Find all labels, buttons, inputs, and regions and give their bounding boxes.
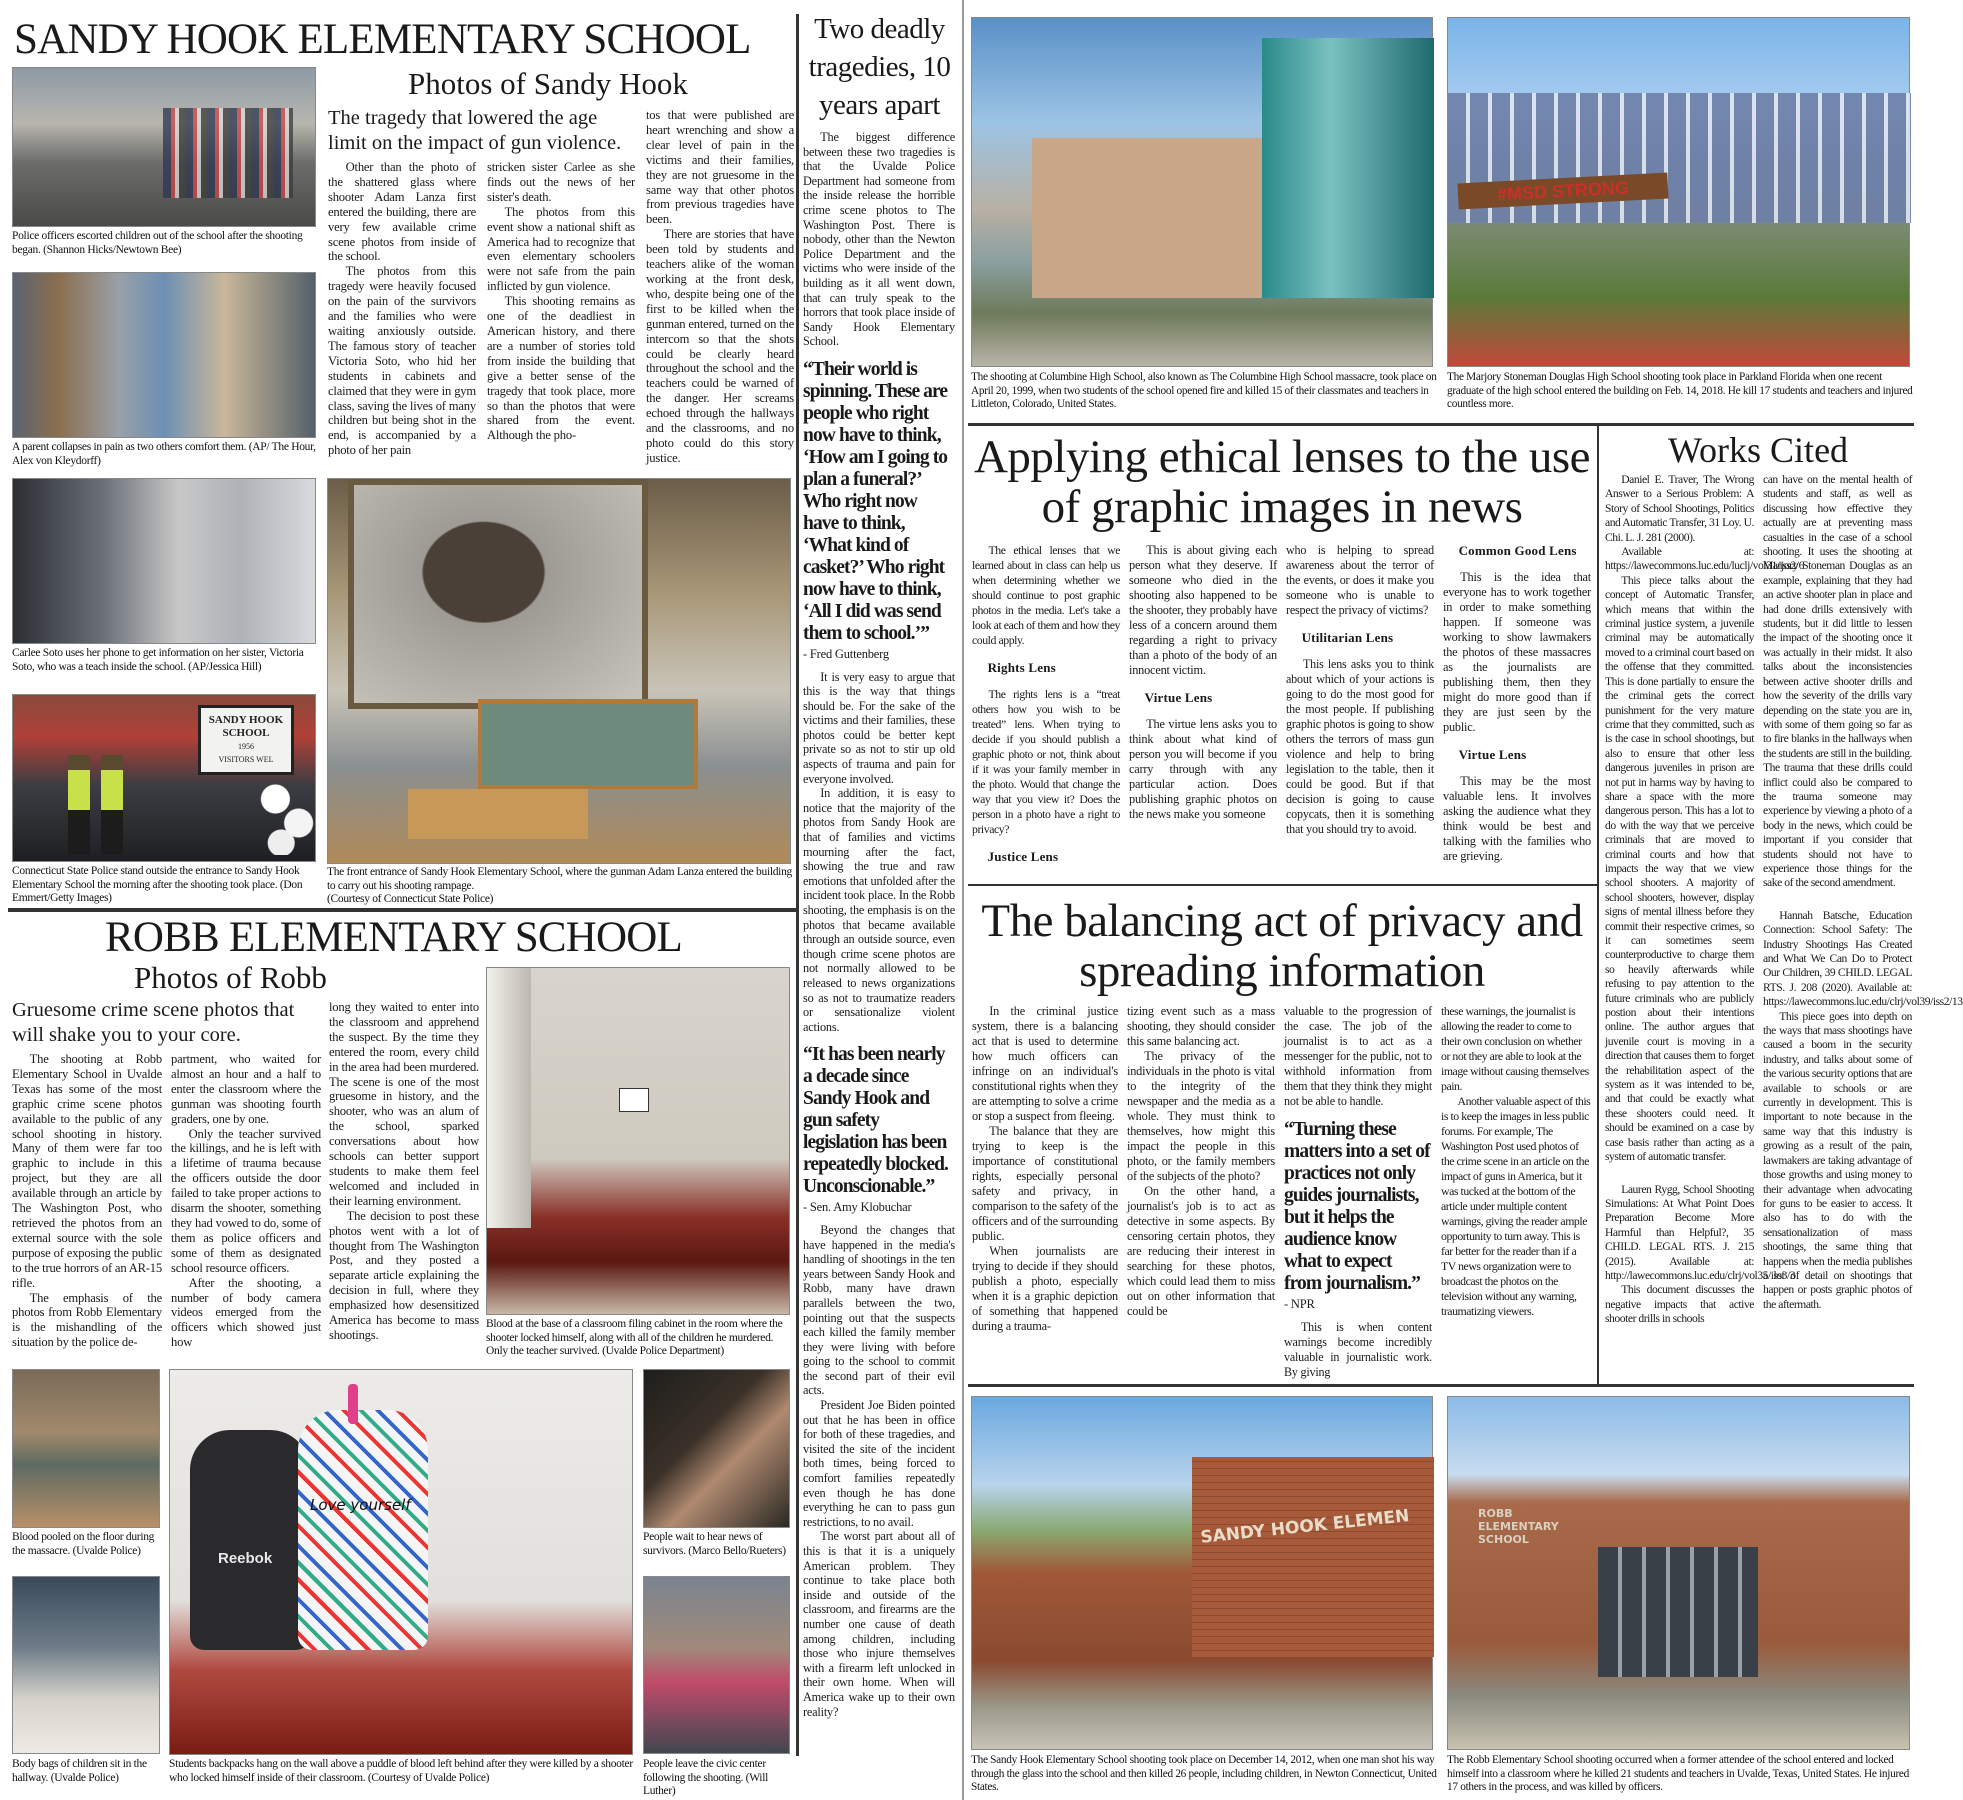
sign-line: SCHOOL bbox=[222, 727, 270, 739]
ethics-column-2 bbox=[1129, 543, 1277, 881]
section-heading: Utilitarian Lens bbox=[1301, 630, 1394, 645]
caption-robb-summary: The Robb Elementary School shooting occurred when a former attendee of the school entered and locked himself into a classroom where he killed 21 students and teachers in Uvalde, Texas, United States. He injured 17 others in the process, and was killed by officers. bbox=[1447, 1754, 1909, 1794]
paragraph: This lens asks you to think about which of your actions is going to do the most good for the most people. If publishing graphic photos is going to show others the terrors of mass gun violence and help to bring legislation to the table, then it could be good. But if that decision is going to cause copycats, then it is something that you should try to avoid. bbox=[1286, 657, 1434, 836]
paragraph: Beyond the changes that have happened in the media's handling of shootings in the ten years between Sandy Hook and Robb, many have drawn parallels between the two, pointing out that the suspects each killed the family member they were living with before going to the school to commit the second part of their evil acts. bbox=[803, 1222, 955, 1398]
paragraph: The rights lens is a “treat others how you wish to be treated” lens. When trying to decide if you should publish a graphic photo or not, think about if it was your family member in the photo. Would that change the way that you view it? Does the person in a photo have a right to privacy? bbox=[972, 687, 1120, 836]
paragraph: The emphasis of the photos from Robb Elementary is the mishandling of the situation by the police de- bbox=[12, 1290, 162, 1350]
sandy-hook-kicker: Photos of Sandy Hook bbox=[408, 66, 688, 101]
paragraph: This piece talks about the concept of Automatic Transfer, which means that within the criminal justice system, a juvenile criminal may be automatically moved to a criminal court based on the offense that they committed. This is done partially to ensure the the criminal gets the correct punishment for the very mature crime that they committed, such as is the case in school shootings, but also to ensure that other less dangerous juveniles in prison are not put in harms way by having to share a space with the more dangerous person. This has a lot to do with the way that we perceive criminals that are moved to criminal courts and how that impacts the way that we view school shooters. A majority of school shooters, however, display signs of mental illness before they commit their respective crimes, so it can sometimes seem counterproductive to charge them so heavily afterwards while refusing to pay attention to the future criminals who are publicly postion about their intentions online. The author argues that juvenile court is moving in a direction that causes them to forget the rehabilitation aspect of the system as it was intended to be, and that could be exactly what these shooters could need. It should be examined on a case by case basis rather than acting as a system of automatic transfer. bbox=[1605, 573, 1754, 1164]
citation: Lauren Rygg, School Shooting Simulations: At What Point Does Preparation Become More Harmful than Helpful?, 35 CHILD. LEGAL RTS. J. 215 (2015). Available at: http://lawecommons.luc.edu/clrj/vol35/iss3/3 bbox=[1605, 1182, 1796, 1282]
paragraph: After the shooting, a number of body camera videos emerged from the officers which showed just how bbox=[171, 1275, 321, 1350]
photo-people-wait bbox=[643, 1369, 790, 1528]
sandy-hook-building-letters: SANDY HOOK ELEMEN bbox=[1199, 1506, 1411, 1548]
section-heading: Justice Lens bbox=[987, 849, 1059, 864]
paragraph: Another valuable aspect of this is to keep the images in less public forums. For example, The Washington Post used photos of the crime scene in an article on the impact of guns in America, but it was tucked at the bottom of the article under multiple content warnings, giving the reader ample opportunity to turn away. This is far better for the reader than if a TV news organization were to broadcast the photos on the television without any warning, traumatizing viewers. bbox=[1441, 1094, 1591, 1318]
caption-carlee: Carlee Soto uses her phone to get information on her sister, Victoria Soto, who was a teach inside the school. (AP/Jessica Hill) bbox=[12, 647, 304, 673]
works-cited-column-1 bbox=[1605, 473, 1804, 1381]
robb-column-1 bbox=[12, 1052, 162, 1364]
robb-column-3 bbox=[329, 1000, 479, 1364]
caption-columbine: The shooting at Columbine High School, also known as The Columbine High School massacre, took place on April 20, 1999, when two students of the school opened fire and killed 15 of their classmates and teachers in Littleton, Colorado, United States. bbox=[971, 371, 1437, 411]
works-cited-title: Works Cited bbox=[1667, 430, 1849, 470]
paragraph: This is the idea that everyone has to work together in order to make something happen. If someone was working to show lawmakers the photos of these massacres as the journalists are publishing them, then they might do more good than if they are just seen by the public. bbox=[1443, 570, 1591, 734]
balancing-column-4 bbox=[1441, 1004, 1591, 1380]
backpack-text: Love yourself bbox=[310, 1496, 411, 1514]
sidebar-title: Two deadly tragedies, 10 years apart bbox=[808, 13, 951, 121]
robb-masthead: ROBB ELEMENTARY SCHOOL bbox=[105, 914, 683, 961]
sign-line: SANDY HOOK bbox=[208, 714, 284, 726]
sandy-hook-subhead: The tragedy that lowered the age limit on the impact of gun violence. bbox=[328, 107, 622, 154]
photo-body-bags bbox=[12, 1576, 160, 1754]
msd-strong-sign: #MSD STRONG bbox=[1457, 173, 1668, 210]
paragraph: who is helping to spread awareness about the terror of the events, or does it make you someone who is unable to respect the privacy of victims? bbox=[1286, 543, 1434, 617]
sidebar bbox=[803, 10, 956, 1719]
section-divider bbox=[8, 908, 796, 912]
photo-robb-building bbox=[1447, 1396, 1910, 1750]
paragraph: In the criminal justice system, there is a balancing act that is used to determine how much officers can infringe on an individual's constitutional rights when they are attempting to solve a crime or stop a suspect from fleeing. bbox=[972, 1004, 1118, 1123]
sandy-hook-sign bbox=[198, 705, 294, 775]
sign-line: 1956 bbox=[238, 742, 254, 751]
page-gutter bbox=[962, 0, 964, 1800]
paragraph: The privacy of the individuals in the photo is vital to the integrity of the newspaper and the media as a whole. They must think to themselves, how might this impact the people in this photo, or the family members of the subjects of the photo? bbox=[1127, 1049, 1275, 1183]
sandy-hook-column-3 bbox=[646, 108, 794, 474]
caption-civic-center: People leave the civic center following the shooting. (Will Luther) bbox=[643, 1758, 768, 1798]
paragraph: Other than the photo of the shattered glass where shooter Adam Lanza first entered the building, there are very few available crime scene photos from inside of the school. bbox=[328, 160, 476, 264]
section-divider bbox=[968, 884, 1598, 886]
section-divider bbox=[968, 423, 1914, 426]
caption-credit: (Courtesy of Connecticut State Police) bbox=[327, 893, 494, 906]
section-divider bbox=[968, 1384, 1914, 1387]
caption-floor: Blood pooled on the floor during the massacre. (Uvalde Police) bbox=[12, 1531, 155, 1557]
photo-carlee-soto bbox=[12, 478, 316, 644]
backpack-hearts bbox=[298, 1410, 428, 1650]
paragraph: The biggest difference between these two tragedies is that the Uvalde Police Department had someone from the inside release the horrible crime scene photos to The Washington Post. There is nobody, other than the Newton Police Department and the victims who were inside of the building as it all went down, that can truly speak to the horrors that took place inside of Sandy Hook Elementary School. bbox=[803, 130, 955, 349]
balancing-title: The balancing act of privacy and spreading information bbox=[981, 895, 1583, 997]
paragraph: Available at: https://lawecommons.luc.edu/luclj/vol31/iss2/6 bbox=[1605, 545, 1804, 573]
photo-backpacks bbox=[169, 1369, 633, 1755]
robb-kicker: Photos of Robb bbox=[134, 960, 327, 995]
sidebar-column bbox=[803, 130, 955, 1719]
paragraph: This is when content warnings become incredibly valuable in journalistic work. By giving bbox=[1284, 1320, 1432, 1379]
works-cited-column-2 bbox=[1763, 473, 1963, 1381]
robb-building-letters: ROBB ELEMENTARY SCHOOL bbox=[1478, 1507, 1559, 1546]
paragraph: When journalists are trying to decide if they should publish a photo, especially when it is a graphic depiction of something that happened during a trauma- bbox=[972, 1244, 1118, 1333]
photo-columbine bbox=[971, 17, 1433, 367]
citation: Hannah Batsche, Education Connection: School Safety: The Industry Shootings Has Created and What We Can Do to Protect Our Children, 39 CHILD. LEGAL RTS. J. 208 (2020). Available at: https://lawecommons.luc.edu/clrj/vol39/iss2/13 bbox=[1763, 908, 1963, 1009]
paragraph: Daniel E. Traver, The Wrong Answer to a Serious Problem: A Story of School Shootings, Politics and Automatic Transfer, 31 Loy. U. Chi. L. J. 281 (2000). bbox=[1605, 473, 1754, 544]
paragraph: stricken sister Carlee as she finds out the news of her sister's death. bbox=[487, 160, 635, 204]
paragraph: This document discusses the negative impacts that active shooter drills in schools bbox=[1605, 1283, 1754, 1326]
section-heading: Common Good Lens bbox=[1458, 543, 1577, 558]
section-heading: Virtue Lens bbox=[1144, 690, 1213, 705]
photo-parent-collapses bbox=[12, 272, 316, 438]
paragraph: In addition, it is easy to notice that the majority of the photos from Sandy Hook are that of families and victims mourning after the fact, showing the true and raw emotions that unfolded after the incident took place. In the Robb shooting, the emphasis is on the photos that became available through an outside source, even though crime scene photos are not normally allowed to be released to news organizations so as not to traumatize readers or sensationalize violent actions. bbox=[803, 786, 955, 1034]
paragraph: This is about giving each person what they deserve. If someone who died in the shooting also happened to be the shooter, they probably have less of a concern around them regarding a right to privacy than a photo of the body of an innocent victim. bbox=[1129, 543, 1277, 677]
pull-quote: “It has been nearly a decade since Sandy Hook and gun safety legislation has been repeatedly blocked. Unconscionable.” bbox=[803, 1044, 949, 1198]
paragraph: Only the teacher survived the killings, and he is left with a lifetime of trauma because the officers outside the door failed to take proper actions to disarm the shooter, something they had vowed to do, some of them as police officers and some of them as designated school resource officers. bbox=[171, 1126, 321, 1275]
paragraph: long they waited to enter into the classroom and apprehend the suspect. By the time they entered the room, every child in the area had been murdered. The scene is one of the most gruesome in history, and the shooter, who was an alum of the school, sparked conversations about how schools can better support students to make them feel welcomed and included in their learning environment. bbox=[329, 1000, 479, 1208]
paragraph: The decision to post these photos went with a lot of thought from The Washington Post, and they posted a separate article explaining the decision in full, where they emphasized how desensitized America has become to mass shootings. bbox=[329, 1208, 479, 1342]
section-heading: Rights Lens bbox=[987, 660, 1056, 675]
photo-children-escorted bbox=[12, 67, 316, 227]
photo-civic-center bbox=[643, 1576, 790, 1754]
paragraph: It is very easy to argue that this is the way that things should be. For the sake of the victims and their families, these photos could be better kept private so as not to stir up old aspects of trauma and pain for everyone involved. bbox=[803, 669, 955, 786]
robb-column-2 bbox=[171, 1052, 321, 1364]
paragraph: The photos from this event show a national shift as America had to recognize that even elementary schoolers were not safe from the pain inflicted by gun violence. bbox=[487, 204, 635, 294]
sandy-hook-masthead: SANDY HOOK ELEMENTARY SCHOOL bbox=[14, 16, 751, 63]
photo-state-police bbox=[12, 694, 316, 862]
paragraph: partment, who waited for almost an hour and a half to enter the classroom where the gunman was shooting fourth graders, one by one. bbox=[171, 1052, 321, 1126]
paragraph: On the other hand, a journalist's job is to act as detective in some aspects. By censoring certain photos, they are reducing their interest in searching for these photos, which could lead them to miss out on other information that could be bbox=[1127, 1184, 1275, 1318]
paragraph: There are stories that have been told by students and teachers alike of the woman working at the front desk, who, despite being one of the first to be killed when the gunman entered, turned on the intercom so that the shots could be clearly heard throughout the school and the teachers could be warned of the danger. Her screams echoed through the hallways and the classrooms, and no photo could do this story justice. bbox=[646, 227, 794, 465]
balancing-column-1 bbox=[972, 1004, 1118, 1380]
paragraph: The worst part about all of this is that it is a uniquely American problem. They continue to take place both inside and outside of the classroom, and firearms are the number one cause of death among children, including those who injure themselves with a firearm left unlocked in their own home. When will America wake up to their own reality? bbox=[803, 1529, 955, 1719]
paragraph: these warnings, the journalist is allowing the reader to come to their own conclusion on whether or not they are able to look at the image without causing themselves pain. bbox=[1441, 1004, 1589, 1093]
quote-attribution: - Sen. Amy Klobuchar bbox=[803, 1200, 912, 1215]
paragraph: President Joe Biden pointed out that he has been in office for both of these tragedies, and visited the site of the incident both times, being forced to comfort families repeatedly even though he has done everything he can to pass gun restrictions, to no avail. bbox=[803, 1398, 955, 1529]
photo-classroom-floor bbox=[12, 1369, 160, 1528]
sandy-hook-column-2 bbox=[487, 160, 635, 472]
pull-quote: “Their world is spinning. These are people who right now have to think, ‘How am I going to plan a funeral?’ Who right now have to think, ‘What kind of casket?’ Who right now have to think, ‘All I did was send them to school.’” bbox=[803, 358, 948, 644]
caption-parkland: The Marjory Stoneman Douglas High School shooting took place in Parkland Florida when one recent graduate of the high school entered the building on Feb. 14, 2018. He kill 17 students and teachers and injured countless more. bbox=[1447, 371, 1913, 411]
paragraph: tos that were published are heart wrenching and show a clear level of pain in the victims and their families, they are not gruesome in the same way that other photos from previous tragedies have been. bbox=[646, 108, 794, 227]
paragraph: The ethical lenses that we learned about in class can help us when determining whether we should continue to post graphic photos in the media. Let's take a look at each of them and how they could apply. bbox=[972, 543, 1120, 647]
sandy-hook-column-1 bbox=[328, 160, 476, 472]
quote-attribution: - Fred Guttenberg bbox=[803, 646, 889, 661]
caption-text: The front entrance of Sandy Hook Elementary School, where the gunman Adam Lanza entered the building to carry out his shooting rampage. bbox=[327, 866, 792, 892]
robb-subhead: Gruesome crime scene photos that will shake you to your core. bbox=[12, 999, 295, 1046]
caption-people-wait: People wait to hear news of survivors. (Marco Bello/Rueters) bbox=[643, 1531, 786, 1557]
paragraph: can have on the mental health of students and staff, as well as discussing how effective they actually are at preventing mass casualties in the case of a school shooting. It uses the shooting at Marjory Stoneman Douglas as an example, explaining that they had an active shooter plan in place and had done drills extensively with students, but it did little to lessen the impact of the shooting once it was actually in their midst. It also talks about the inconsistencies between active shooter drills and how the severity of the drills vary depending on the state you are in, with some of them going so far as to fire blanks in the hallways when the students are still in the building. The trauma that these drills could inflict could also be compared to the trauma someone may experience by viewing a photo of a body in the news, which could be important if you consider that students should not have to experience those things for the sake of the second amendment. bbox=[1763, 473, 1912, 890]
caption-body-bags: Body bags of children sit in the hallway. (Uvalde Police) bbox=[12, 1758, 147, 1784]
balancing-column-3 bbox=[1284, 1004, 1432, 1380]
photo-front-entrance bbox=[327, 478, 791, 864]
ethics-column-1 bbox=[972, 543, 1120, 881]
caption-front-entrance bbox=[327, 866, 793, 907]
backpack-black bbox=[190, 1430, 310, 1650]
ethics-column-4 bbox=[1443, 543, 1591, 881]
quote-attribution: - NPR bbox=[1284, 1297, 1315, 1311]
section-heading: Virtue Lens bbox=[1458, 747, 1527, 762]
paragraph: valuable to the progression of the case. The job of the journalist is to act as a messenger for the public, not to withhold information from them that they think they might not be able to handle. bbox=[1284, 1004, 1432, 1108]
caption-sandy-hook-summary: The Sandy Hook Elementary School shooting took place on December 14, 2012, when one man shot his way through the glass into the school and then killed 26 people, including children, in Newton Connecticut, United States. bbox=[971, 1754, 1437, 1794]
caption-filing-cabinet: Blood at the base of a classroom filing cabinet in the room where the shooter locked himself, along with all of the children he murdered. Only the teacher survived. (Uvalde Police Department) bbox=[486, 1318, 783, 1358]
paragraph: The virtue lens asks you to think about what kind of person you will become if you carry through with any particular action. Does publishing graphic photos on the news make you someone bbox=[1129, 717, 1277, 821]
photo-parkland bbox=[1447, 17, 1910, 367]
paragraph: The balance that they are trying to keep is the importance of constitutional rights, especially personal safety and privacy, in comparison to the safety of the officers and of the surrounding public. bbox=[972, 1124, 1118, 1243]
paragraph: The photos from this tragedy were heavily focused on the pain of the survivors and the families who were waiting anxiously outside. The famous story of teacher Victoria Soto, who hid her students in cabinets and claimed that they were in gym class, saving the lives of many children but being shot in the end, is accompanied by a photo of her pain bbox=[328, 264, 476, 458]
balancing-column-2 bbox=[1127, 1004, 1275, 1380]
caption-backpacks: Students backpacks hang on the wall above a puddle of blood left behind after they were killed by a shooter who locked himself inside of their classroom. (Courtesy of Uvalde Police) bbox=[169, 1758, 633, 1784]
caption-parent: A parent collapses in pain as two others comfort them. (AP/ The Hour, Alex von Kleydorff) bbox=[12, 441, 316, 467]
ethics-title: Applying ethical lenses to the use of graphic images in news bbox=[973, 431, 1591, 533]
pull-quote: “Turning these matters into a set of practices not only guides journalists, but it helps the audience know what to expect from journalism.” bbox=[1284, 1119, 1430, 1294]
ethics-column-3 bbox=[1286, 543, 1434, 881]
paragraph: This piece goes into depth on the ways that mass shootings have caused a boom in the security industry, and talks about some of the various security options that are available to schools or are currently in development. This is important to note because in the same way that this industry is growing as a result of the pain, lawmakers are taking advantage of those growths and using money to their advantage when advocating for guns to be easier to access. It also has to do with the sensationalization of mass shootings, the same thing that happens when the media publishes a lot of detail on shootings that happen or posts graphic photos of the aftermath. bbox=[1763, 1009, 1912, 1311]
paragraph: The shooting at Robb Elementary School in Uvalde Texas has some of the most graphic crime scene photos available to the public of any school shooting in history. Many of them were far too graphic to include in this project, but they are all available through an article by The Washington Post, who retrieved the photos from an external source with the sole purpose of exposing the public to the true horrors of an AR-15 rifle. bbox=[12, 1052, 162, 1290]
sign-line: VISITORS WEL bbox=[218, 755, 274, 764]
photo-filing-cabinet-blood bbox=[486, 967, 790, 1315]
paragraph: tizing event such as a mass shooting, they should consider this same balancing act. bbox=[1127, 1004, 1275, 1048]
paragraph: This may be the most valuable lens. It involves asking the audience what they think would be best and talking with the families who are grieving. bbox=[1443, 774, 1591, 863]
photo-sandy-hook-building bbox=[971, 1396, 1433, 1750]
paragraph: This shooting remains as one of the deadliest in American history, and there are a number of stories told from inside the building that give a better sense of the tragedy that took place, more so than the photos that were shared from the event. Although the pho- bbox=[487, 294, 635, 443]
caption-state-police: Connecticut State Police stand outside the entrance to Sandy Hook Elementary School the morning after the shooting took place. (Don Emmert/Getty Images) bbox=[12, 865, 303, 905]
caption-escort: Police officers escorted children out of the school after the shooting began. (Shannon Hicks/Newtown Bee) bbox=[12, 230, 303, 256]
column-divider bbox=[1597, 424, 1599, 1386]
column-divider bbox=[796, 14, 799, 1756]
backpack-logo-text: Reebok bbox=[218, 1550, 273, 1567]
